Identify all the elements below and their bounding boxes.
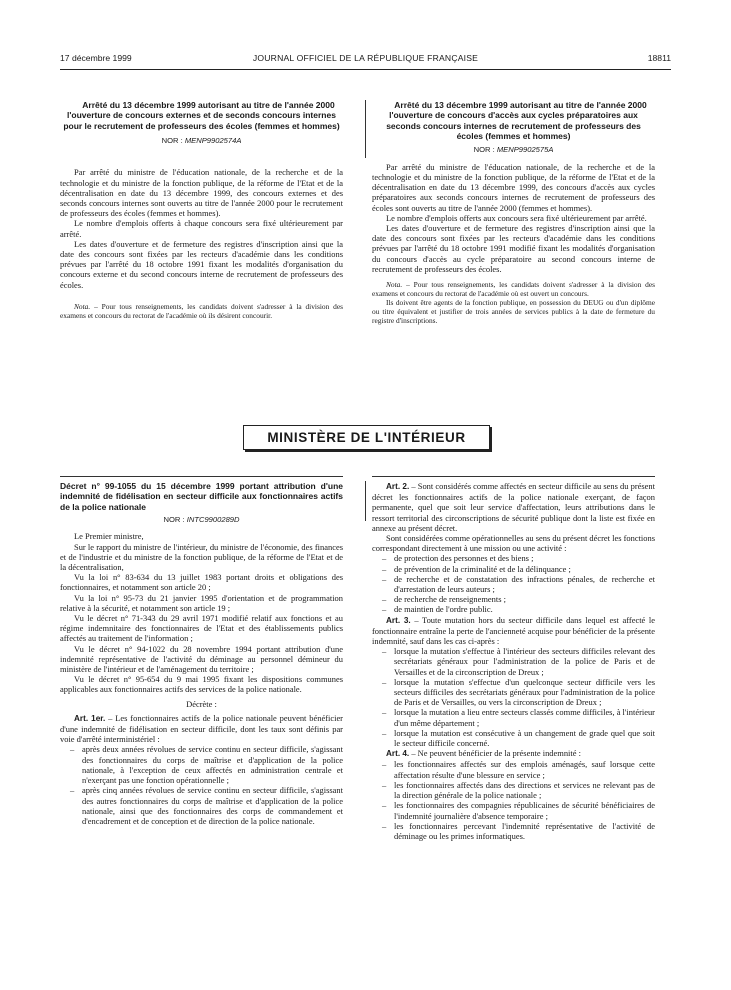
column-rule (365, 100, 366, 158)
list-item: – après deux années révolues de service continu en secteur difficile, s'agissant des fonctionnaires du corps de maîtrise et d'application de la police nationale, à l'exception de ceux affectés en administration centrale et n'exerçant pas une fonction opérationnelle ; (70, 744, 343, 786)
list-item: – après cinq années révolues de service continu en secteur difficile, s'agissant des autres fonctionnaires du corps de maîtrise et d'application de la police nationale, ainsi que des fonctionnaires des corps de commandement et d'encadrement et de conception et de direction de la police nationale. (70, 785, 343, 826)
article-2-list (372, 553, 655, 614)
decret-v0: Sur le rapport du ministre de l'intérieur, du ministre de l'économie, des finances et de l'industrie et du ministre de la fonction publique, de la réforme de l'Etat et de la décentralisation, (60, 541, 343, 573)
arrete-1-p3: Les dates d'ouverture et de fermeture des registres d'inscription ainsi que la date des concours sont fixées par les recteurs d'académie dans les conditions prévues par l'arrêté du 18 octobre 1991 fixant les modalités d'organisation du concours externe et du second concours interne de recrutement de professeurs des écoles. (60, 238, 343, 290)
column-rule-bottom (365, 481, 366, 521)
article-1: Art. 1er. – Les fonctionnaires actifs de la police nationale peuvent bénéficier d'une indemnité de fidélisation en secteur difficile, dont les taux sont définis par voie d'arrêté interministériel : (60, 712, 343, 745)
nor-label: NOR : (473, 144, 495, 154)
ministry-heading: MINISTÈRE DE L'INTÉRIEUR (243, 425, 490, 450)
decret-intro: Le Premier ministre, (74, 531, 144, 542)
nor-code: MENP9902575A (496, 144, 554, 154)
arrete-2-title: Arrêté du 13 décembre 1999 autorisant au titre de l'année 2000 l'ouverture de concours d'accès aux cycles préparatoires aux seconds concours internes de recrutement de professeurs des écoles (femmes et hommes) (386, 100, 647, 142)
nor-label: NOR : (163, 515, 185, 525)
section-rule-right (372, 476, 655, 477)
article-1-list (60, 744, 343, 826)
arrete-2-p2: Le nombre d'emplois offerts aux concours sera fixé ultérieurement par arrêté. (386, 212, 647, 223)
decret-left (60, 481, 343, 826)
arrete-1-p1: Par arrêté du ministre de l'éducation nationale, de la recherche et de la technologie et du ministre de la fonction publique, de la réforme de l'Etat et de la décentralisation en date du 13 décembre 1999, des concours externes et des seconds concours internes sont ouverts au titre de l'année 2000 pour le recrutement de professeurs des écoles (femmes et hommes). (60, 167, 343, 219)
decret-title: Décret n° 99-1055 du 15 décembre 1999 portant attribution d'une indemnité de fidélisation en secteur difficile aux fonctionnaires actifs de la police nationale (60, 481, 343, 512)
article-3-list (372, 646, 655, 748)
arrete-1-note: Nota. – Pour tous renseignements, les candidats doivent s'adresser à la division des examens et concours du rectorat de l'académie où ils désirent concourir. (60, 301, 343, 320)
list-item: – lorsque la mutation a lieu entre secteurs classés comme difficiles, à l'intérieur d'un même département ; (382, 707, 655, 728)
list-item: – de maintien de l'ordre public. (382, 604, 493, 615)
page-number: 18811 (647, 53, 671, 63)
decret-v1: Vu la loi n° 83-634 du 13 juillet 1983 portant droits et obligations des fonctionnaires, et notamment son article 20 ; (60, 572, 343, 593)
arrete-1-title: Arrêté du 13 décembre 1999 autorisant au titre de l'année 2000 l'ouverture de concours externes et de seconds concours internes pour le recrutement de professeurs des écoles (femmes et hommes) (63, 100, 340, 131)
arrete-1-nor (60, 136, 343, 146)
page-header (60, 53, 671, 70)
arrete-2 (372, 100, 655, 325)
nor-code: INTC9900289D (186, 515, 240, 525)
decrete: Décrète : (186, 698, 217, 709)
decret-v5: Vu le décret n° 95-654 du 9 mai 1995 fixant les dispositions communes applicables aux fonctionnaires actifs des services de la police nationale. (60, 674, 343, 695)
decret-right (372, 481, 655, 841)
nor-code: MENP9902574A (184, 136, 242, 146)
list-item: – les fonctionnaires des compagnies républicaines de sécurité bénéficiaires de l'indemnité journalière d'absence temporaire ; (382, 800, 655, 821)
header-date: 17 décembre 1999 (60, 53, 132, 63)
arrete-2-nor (372, 145, 655, 155)
arrete-1 (60, 100, 343, 320)
journal-title: JOURNAL OFFICIEL DE LA RÉPUBLIQUE FRANÇAISE (252, 53, 479, 63)
list-item: – lorsque la mutation s'effectue à l'intérieur des secteurs difficiles relevant des secrétariats généraux pour l'administration de la police de Paris et de Versailles et de la circonscription de Dreux ; (382, 646, 655, 677)
list-item: – lorsque la mutation est consécutive à un changement de grade quel que soit le secteur difficile concerné. (382, 727, 655, 749)
list-item: – de protection des personnes et des biens ; (382, 553, 534, 564)
article-3: Art. 3. – Toute mutation hors du secteur difficile dans lequel est affecté le fonctionnaire entraîne la perte de l'ancienneté acquise pour bénéficier de la présente indemnité, sauf dans les cas ci-après : (372, 614, 655, 647)
list-item: – de recherche de renseignements ; (382, 594, 506, 605)
list-item: – de recherche et de constatation des infractions pénales, de recherche et d'arrestation de leurs auteurs ; (382, 573, 655, 595)
decret-v4: Vu le décret n° 94-1022 du 28 novembre 1994 portant attribution d'une indemnité représentative de l'activité du déminage au personnel démineur du ministère de l'intérieur et de l'aménagement du territoire ; (60, 643, 343, 675)
arrete-2-note: Nota. – Pour tous renseignements, les candidats doivent s'adresser à la division des examens et concours du rectorat de l'académie où est ouvert un concours. (372, 280, 655, 299)
arrete-1-p2: Le nombre d'emplois offerts à chaque concours sera fixé ultérieurement par arrêté. (60, 218, 343, 239)
arrete-2-p1: Par arrêté du ministre de l'éducation nationale, de la recherche et de la technologie et du ministre de la fonction publique, de la réforme de l'Etat et de la décentralisation en date du 13 décembre 1999, des concours d'accès aux cycles préparatoires aux seconds concours internes de recrutement de professeurs des écoles sont ouverts au titre de l'année 2000 (femmes et hommes). (372, 161, 655, 213)
decret-v3: Vu le décret n° 71-343 du 29 avril 1971 modifié relatif aux fonctions et au régime indemnitaire des fonctionnaires de l'Etat et des établissements publics affectés au traitement de l'information ; (60, 613, 343, 644)
decret-v2: Vu la loi n° 95-73 du 21 janvier 1995 d'orientation et de programmation relative à la sécurité, et notamment son article 19 ; (60, 592, 343, 613)
arrete-2-p3: Les dates d'ouverture et de fermeture des registres d'inscription ainsi que la date des concours sont fixées par les recteurs d'académie dans les conditions prévues par l'arrêté du 18 octobre 1991 modifié fixant les modalités d'organisation du concours d'accès au cycle préparatoire au second concours interne de recrutement de professeurs des écoles. (372, 223, 655, 274)
list-item: – les fonctionnaires affectés sur des emplois aménagés, sauf lorsque cette affectation résulte d'une blessure en service ; (382, 759, 655, 780)
article-4: Art. 4. – Ne peuvent bénéficier de la présente indemnité : (386, 748, 581, 759)
nor-label: NOR : (161, 136, 183, 146)
article-4-list (372, 759, 655, 841)
list-item: – les fonctionnaires percevant l'indemnité représentative de l'activité de déminage ou les primes informatiques. (382, 820, 655, 841)
arrete-2-note2: Ils doivent être agents de la fonction publique, en possession du DEUG ou d'un diplôme ou titre équivalent et justifier de trois années de services publics à la date de fermeture du registre d'inscriptions. (372, 298, 655, 326)
decret-nor (60, 515, 343, 525)
article-2: Art. 2. – Sont considérés comme affectés en secteur difficile au sens du présent décret les fonctionnaires actifs de la police nationale exerçant, de façon permanente, quel que soit leur service d'affectation, leurs attributions dans le ressort territorial des circonscriptions de sécurité publique dont la liste est fixée en annexe au présent décret. (372, 481, 655, 533)
section-rule-left (60, 476, 343, 477)
list-item: – les fonctionnaires affectés dans des directions et services ne relevant pas de la direction générale de la police nationale ; (382, 779, 655, 801)
article-2b: Sont considérées comme opérationnelles au sens du présent décret les fonctions correspondant directement à une mission ou une activité : (372, 533, 655, 554)
list-item: – de prévention de la criminalité et de la délinquance ; (382, 563, 571, 574)
list-item: – lorsque la mutation s'effectue d'un quelconque secteur difficile vers les secteurs difficiles des secrétariats généraux pour l'administration de la police de Paris et de Versailles, ou vers la circonscription de Dreux ; (382, 676, 655, 708)
